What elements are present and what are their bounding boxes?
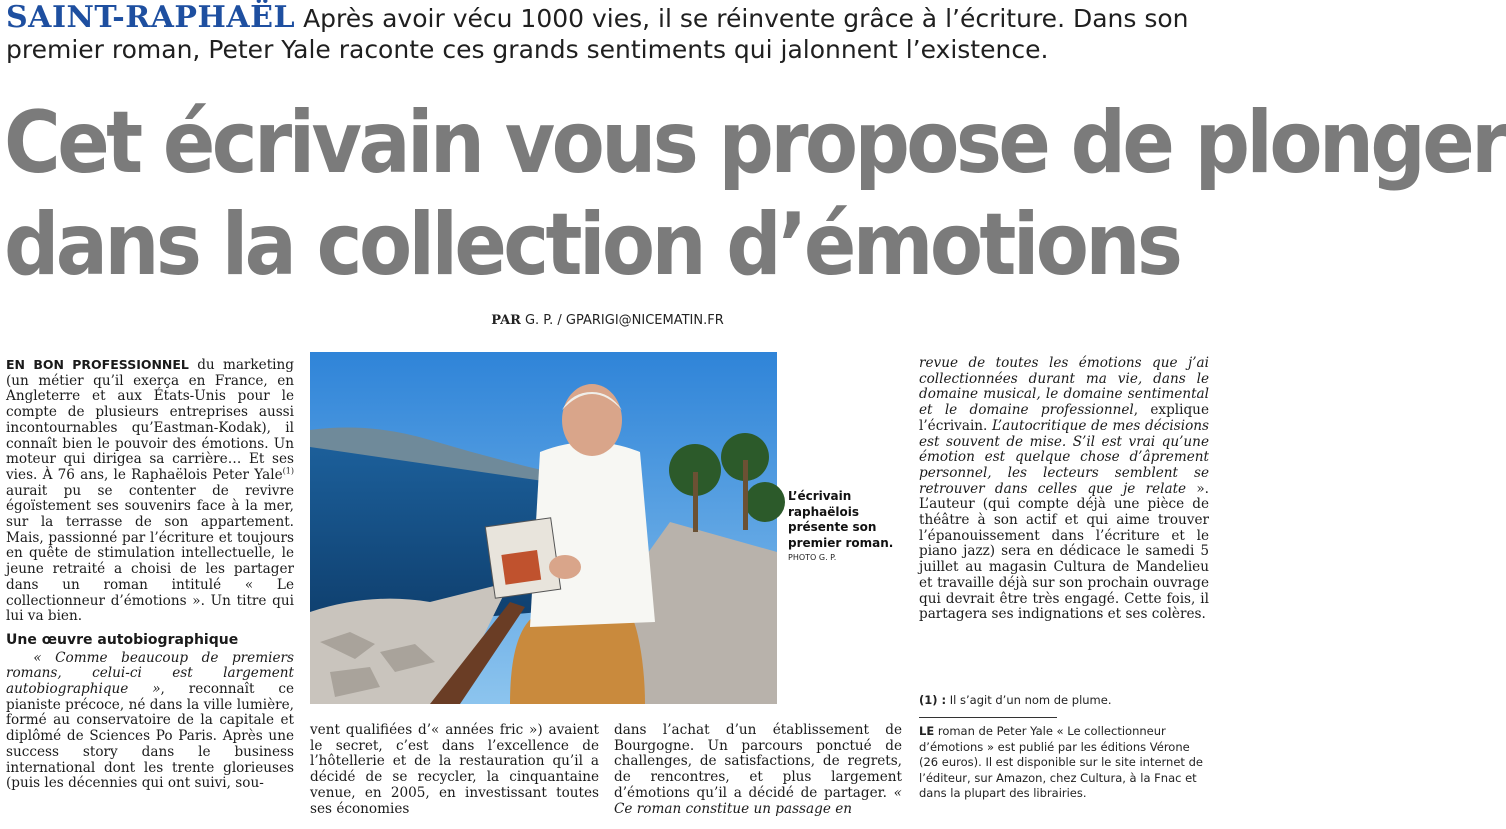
column-4: revue de toutes les émotions que j’ai collectionnées durant ma vie, dans le domaine musical, le domaine sentimental et le domaine professionnel, explique l’écrivain. L’autocritique de mes décisions est souvent de mise. S’il est vrai qu’une émotion est quelque chose d’âprement personnel, les lecteurs semblent se retrouver dans celles que je relate ». L’auteur (qui compte déjà une pièce de théâtre à son actif et qui aime trouver l’épanouissement dans l’écriture et le piano jazz) sera en dédicace le samedi 5 juillet au magasin Cultura de Mandelieu et travaille déjà sur son prochain ouvrage qui devrait être très engagé. Cette fois, il partagera ses indignations et ses colères. [919,355,1209,623]
subhead: Une œuvre autobiographique [6,631,239,648]
column-1 [6,357,294,792]
lead-in: EN BON PROFESSIONNEL [6,357,189,372]
paragraph-intro: EN BON PROFESSIONNEL du marketing (un métier qu’il exerça en France, en Angleterre et aux États-Unis pour le compte de plusieurs entreprises aussi incontournables qu’Eastman-Kodak), il connaît bien le pouvoir des émotions. Un moteur qui dirigea sa carrière… Et ses vies. À 76 ans, le Raphaëlois Peter Yale$^{(1)}$ aurait pu se contenter de revivre égoïstement ses souvenirs face à la mer, sur la terrasse de son appartement. Mais, passionné par l’écriture et toujours en quête de stimulation intellectuelle, le jeune retraité a choisi de les partager dans un roman intitulé « Le collectionneur d’émotions ». Un titre qui lui va bien. [6,357,294,625]
byline-author: G. P. / GPARIGI@NICEMATIN.FR [524,313,724,328]
column-3: dans l’achat d’un établissement de Bourgogne. Un parcours ponctué de challenges, de satisfactions, de regrets, de rencontres, et plus largement d’émotions qu’il a décidé de partager. « Ce roman constitue un passage en [614,722,902,817]
photo-credit: PHOTO G. P. [788,553,837,562]
column-2: vent qualifiées d’« années fric ») avaient le secret, c’est dans l’excellence de l’hôtellerie et de la restauration qu’il a décidé de se recycler, la cinquantaine venue, en 2005, en investissant toutes ses économies [310,722,599,817]
city-label: SAINT-RAPHAËL [6,0,296,35]
caption-text: L’écrivain raphaëlois présente son premier roman. [788,489,894,550]
divider [919,717,1057,718]
headline-line-2: dans la collection d’émotions [4,195,1180,295]
footnote: (1) : Il s’agit d’un nom de plume. [919,693,1112,707]
headline-line-1: Cet écrivain vous propose de plonger [4,93,1506,193]
footnote-label: (1) : [919,693,947,707]
kicker [6,2,1211,65]
photo-caption [788,489,898,562]
photo-scene [310,352,777,704]
footnote-ref: (1) [282,466,294,476]
headline [4,92,1506,296]
kicker-text: Après avoir vécu 1000 vies, il se réinvente grâce à l’écriture. Dans son premier roman, Peter Yale raconte ces grands sentiments qui jalonnent l’existence. [6,4,1189,64]
byline [0,313,1215,328]
book-info: LE roman de Peter Yale « Le collectionneur d’émotions » est publié par les éditions Vérone (26 euros). Il est disponible sur le site internet de l’éditeur, sur Amazon, chez Cultura, à la Fnac et dans la plupart des librairies. [919,724,1203,800]
article-photo [310,352,777,704]
paragraph-2: « Comme beaucoup de premiers romans, celui-ci est largement autobiographique », reconnaît ce pianiste précoce, né dans la ville lumière, formé au conservatoire de la capitale et diplômé de Sciences Po Paris. Après une success story dans le business international dont les trente glorieuses (puis les décennies qui ont suivi, sou- [6,649,294,792]
byline-par: PAR [491,313,521,328]
